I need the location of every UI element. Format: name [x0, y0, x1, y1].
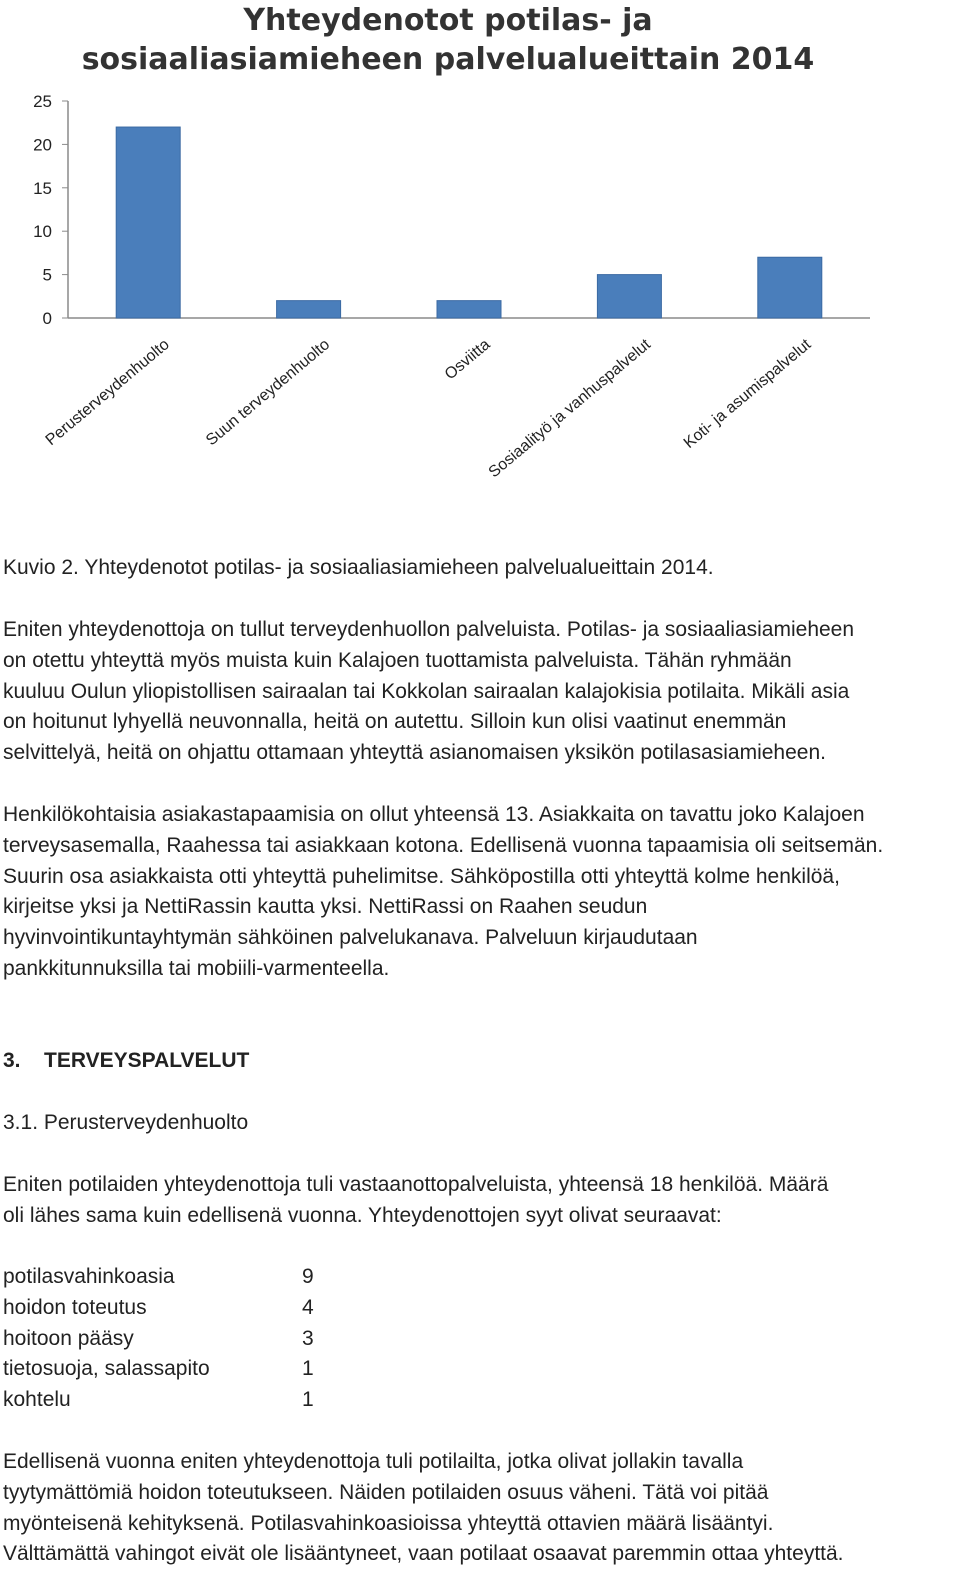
x-category-label: Osviitta	[441, 336, 494, 384]
section-heading	[3, 1046, 958, 1077]
figure-caption: Kuvio 2. Yhteydenotot potilas- ja sosiaaliasiamieheen palvelualueittain 2014.	[3, 556, 714, 579]
reason-label: kohtelu	[3, 1388, 71, 1412]
paragraph-4	[3, 1447, 958, 1570]
reason-row	[3, 1262, 403, 1293]
text-line: Välttämättä vahingot eivät ole lisääntyneet, vaan potilaat osaavat paremmin ottaa yhteyttä.	[3, 1542, 844, 1566]
x-category-label: Sosiaalityö ja vanhuspalvelut	[485, 336, 654, 482]
text-line: Edellisenä vuonna eniten yhteydenottoja tuli potilailta, jotka olivat jollakin tavalla	[3, 1450, 744, 1473]
chart-title-line-1: Yhteydenotot potilas- ja	[243, 3, 653, 38]
text-line: on otettu yhteyttä myös muista kuin Kalajoen tuottamista palveluista. Tähän ryhmään	[3, 648, 792, 672]
subsection-heading: 3.1. Perusterveydenhuolto	[3, 1111, 249, 1134]
y-tick-label: 5	[42, 265, 52, 285]
text-line: kuuluu Oulun yliopistollisen sairaalan tai Kokkolan sairaalan kalajokisia potilaita. Mikäli asia	[3, 679, 850, 703]
text-line: terveysasemalla, Raahessa tai asiakkaan kotona. Edellisenä vuonna tapaamisia oli seitsemän.	[3, 833, 884, 857]
y-tick-label: 15	[33, 178, 52, 198]
y-tick-label: 25	[33, 92, 52, 111]
reason-row	[3, 1354, 403, 1385]
text-line: kirjeitse yksi ja NettiRassin kautta yksi. NettiRassi on Raahen seudun	[3, 895, 648, 919]
reason-count: 3	[302, 1326, 314, 1350]
bar	[437, 301, 501, 318]
text-line: selvittelyä, heitä on ohjattu ottamaan yhteyttä asianomaisen yksikön potilasasiamieheen.	[3, 741, 826, 765]
text-line: Suurin osa asiakkaista otti yhteyttä puhelimitse. Sähköpostilla otti yhteyttä kolme henkilöä,	[3, 864, 840, 888]
text-line: oli lähes sama kuin edellisenä vuonna. Yhteydenottojen syyt olivat seuraavat:	[3, 1203, 722, 1227]
reason-count: 9	[302, 1265, 314, 1288]
bars	[116, 127, 822, 318]
reasons-list	[3, 1262, 403, 1416]
bar	[116, 127, 180, 318]
y-tick-label: 0	[42, 309, 52, 328]
text-line: Eniten potilaiden yhteydenottoja tuli vastaanottopalveluista, yhteensä 18 henkilöä. Määrä	[3, 1173, 829, 1196]
reason-label: hoidon toteutus	[3, 1295, 147, 1319]
chart-title-line-2: sosiaaliasiamieheen palvelualueittain 2014	[81, 42, 815, 77]
section-title: TERVEYSPALVELUT	[44, 1049, 250, 1072]
bar	[277, 301, 341, 318]
reason-label: potilasvahinkoasia	[3, 1265, 175, 1288]
reason-row	[3, 1385, 403, 1416]
text-line: pankkitunnuksilla tai mobiili-varmenteella.	[3, 956, 390, 980]
bar	[597, 275, 661, 318]
y-tick-label: 10	[33, 222, 52, 242]
reason-count: 1	[302, 1388, 314, 1412]
reason-row	[3, 1324, 403, 1355]
paragraph-2	[3, 800, 958, 985]
text-line: hyvinvointikuntayhtymän sähköinen palvelukanava. Palveluun kirjaudutaan	[3, 926, 698, 950]
paragraph-1	[3, 615, 958, 769]
text-line: Eniten yhteydenottoja on tullut terveydenhuollon palveluista. Potilas- ja sosiaaliasiamieheen	[3, 618, 855, 641]
text-line: myönteisenä kehityksenä. Potilasvahinkoasioissa yhteyttä ottavien määrä lisääntyi.	[3, 1511, 774, 1535]
reason-row	[3, 1293, 403, 1324]
reason-count: 4	[302, 1295, 314, 1319]
text-line: tyytymättömiä hoidon toteutukseen. Näiden potilaiden osuus väheni. Tätä voi pitää	[3, 1480, 769, 1504]
reason-label: tietosuoja, salassapito	[3, 1357, 210, 1381]
bar-chart	[0, 0, 960, 540]
y-tick-label: 20	[33, 135, 52, 155]
paragraph-3	[3, 1170, 958, 1232]
x-category-label: Koti- ja asumispalvelut	[680, 336, 815, 452]
text-line: on hoitunut lyhyellä neuvonnalla, heitä on autettu. Silloin kun olisi vaatinut enemmän	[3, 710, 787, 734]
x-category-label: Suun terveydenhuolto	[202, 336, 334, 450]
x-category-label: Perusterveydenhuolto	[42, 336, 173, 450]
text-line: Henkilökohtaisia asiakastapaamisia on ollut yhteensä 13. Asiakkaita on tavattu joko Kalajoen	[3, 803, 865, 826]
x-axis-labels	[43, 336, 815, 481]
section-number: 3.	[3, 1049, 21, 1072]
reason-count: 1	[302, 1357, 314, 1381]
bar	[758, 257, 822, 318]
reason-label: hoitoon pääsy	[3, 1326, 134, 1350]
